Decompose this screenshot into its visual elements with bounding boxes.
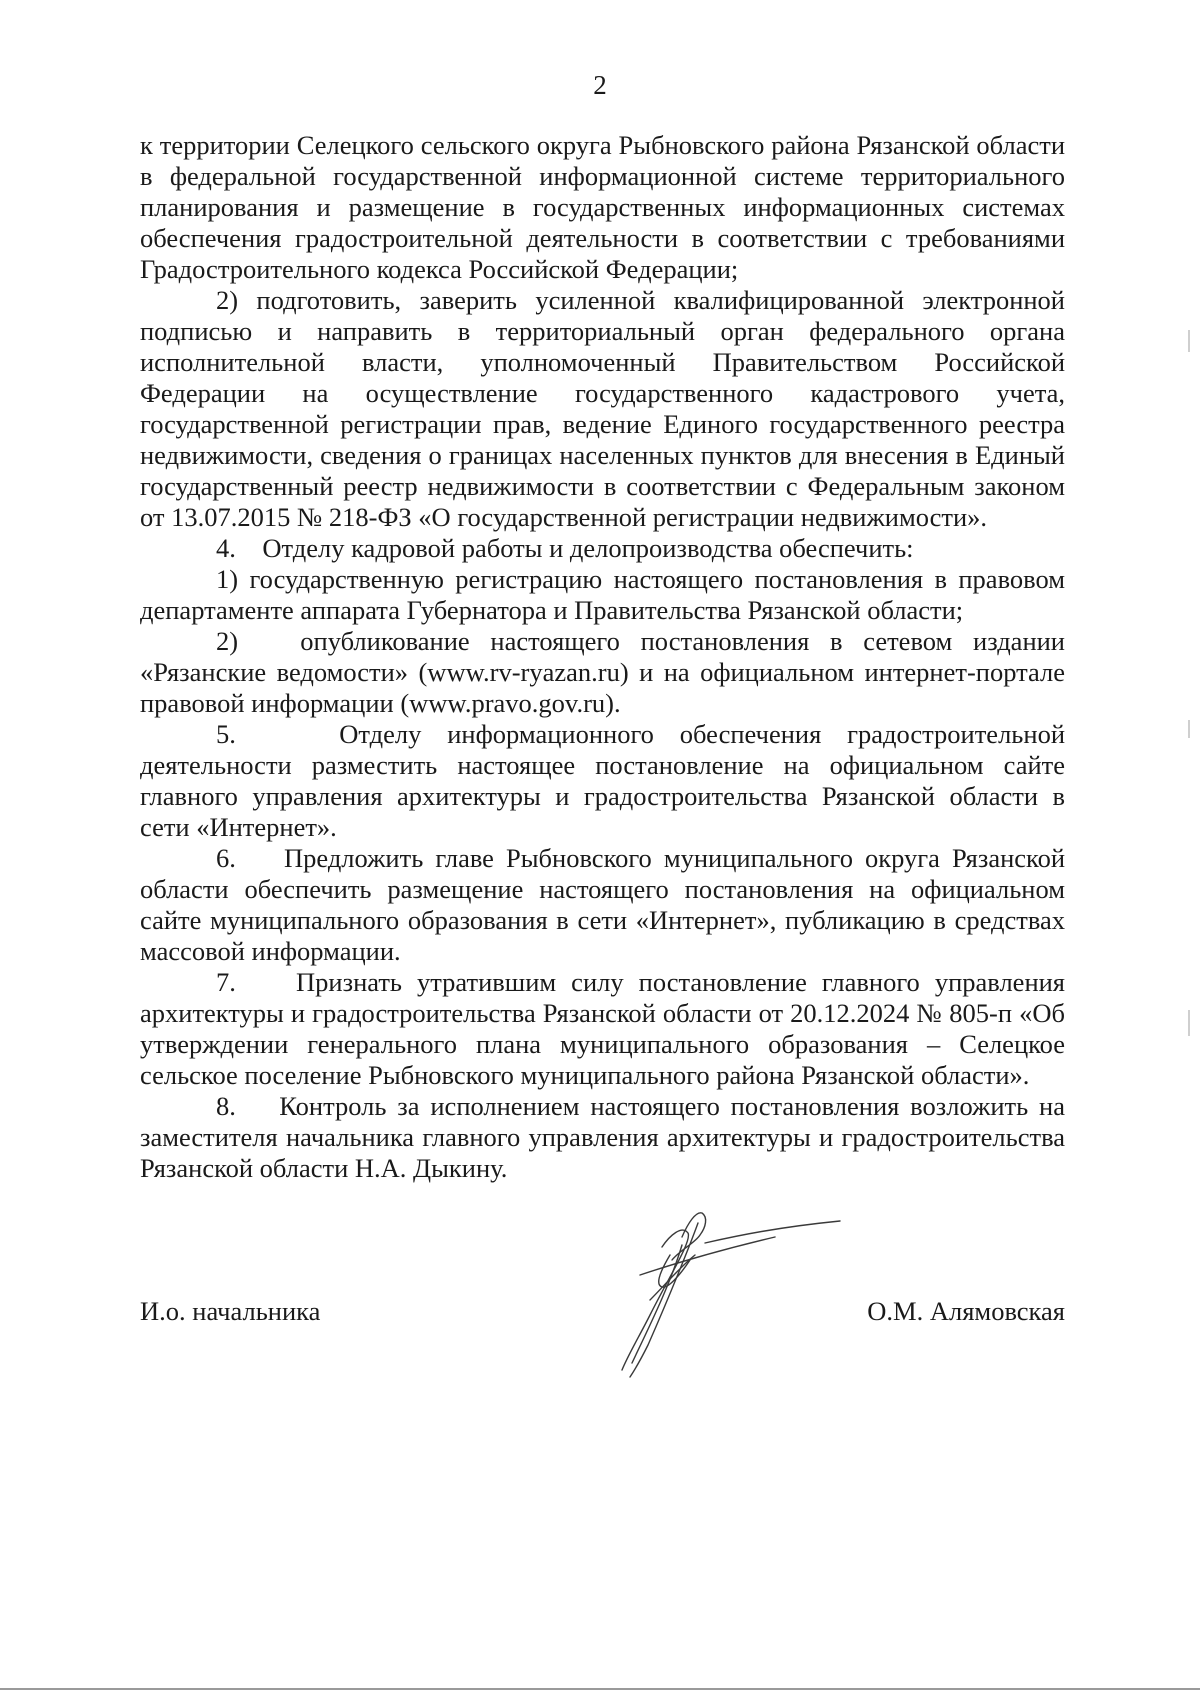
paragraph: 6. Предложить главе Рыбновского муниципального округа Рязанской области обеспечить размещение настоящего постановления на официальном сайте муниципального образования в сети «Интернет», публикацию в средствах массовой информации. <box>140 843 1065 966</box>
paragraph: 1) государственную регистрацию настоящего постановления в правовом департаменте аппарата Губернатора и Правительства Рязанской области; <box>140 564 1065 625</box>
paragraph: 8. Контроль за исполнением настоящего постановления возложить на заместителя начальника главного управления архитектуры и градостроительства Рязанской области Н.А. Дыкину. <box>140 1091 1065 1183</box>
signature-block <box>140 1296 1065 1336</box>
paragraph: 2) опубликование настоящего постановления в сетевом издании «Рязанские ведомости» (www.rv-ryazan.ru) и на официальном интернет-портале правовой информации (www.pravo.gov.ru). <box>140 626 1065 718</box>
paragraph: 4. Отделу кадровой работы и делопроизводства обеспечить: <box>216 533 914 563</box>
scan-artifact <box>1188 330 1190 352</box>
document-body <box>140 130 1065 1184</box>
scan-artifact <box>1188 720 1190 738</box>
paragraph: 2) подготовить, заверить усиленной квалифицированной электронной подписью и направить в территориальный орган федерального органа исполнительной власти, уполномоченный Правительством Российской Федерации на осуществление государственного кадастрового учета, государственной регистрации прав, ведение Единого государственного реестра недвижимости, сведения о границах населенных пунктов для внесения в Единый государственный реестр недвижимости в соответствии с Федеральным законом от 13.07.2015 № 218-ФЗ «О государственной регистрации недвижимости». <box>140 285 1065 532</box>
scan-edge-line <box>0 1688 1200 1690</box>
paragraph: 7. Признать утратившим силу постановление главного управления архитектуры и градостроительства Рязанской области от 20.12.2024 № 805-п «Об утверждении генерального плана муниципального образования – Селецкое сельское поселение Рыбновского муниципального района Рязанской области». <box>140 967 1065 1090</box>
signatory-name: О.М. Алямовская <box>867 1296 1065 1326</box>
handwritten-signature <box>610 1205 850 1385</box>
signatory-position: И.о. начальника <box>140 1296 321 1326</box>
scan-artifact <box>1188 1010 1190 1036</box>
paragraph: 5. Отделу информационного обеспечения градостроительной деятельности разместить настоящее постановление на официальном сайте главного управления архитектуры и градостроительства Рязанской области в сети «Интернет». <box>140 719 1065 842</box>
paragraph: к территории Селецкого сельского округа Рыбновского района Рязанской области в федеральной государственной информационной системе территориального планирования и размещение в государственных информационных системах обеспечения градостроительной деятельности в соответствии с требованиями Градостроительного кодекса Российской Федерации; <box>140 130 1065 284</box>
page-number: 2 <box>593 70 607 100</box>
